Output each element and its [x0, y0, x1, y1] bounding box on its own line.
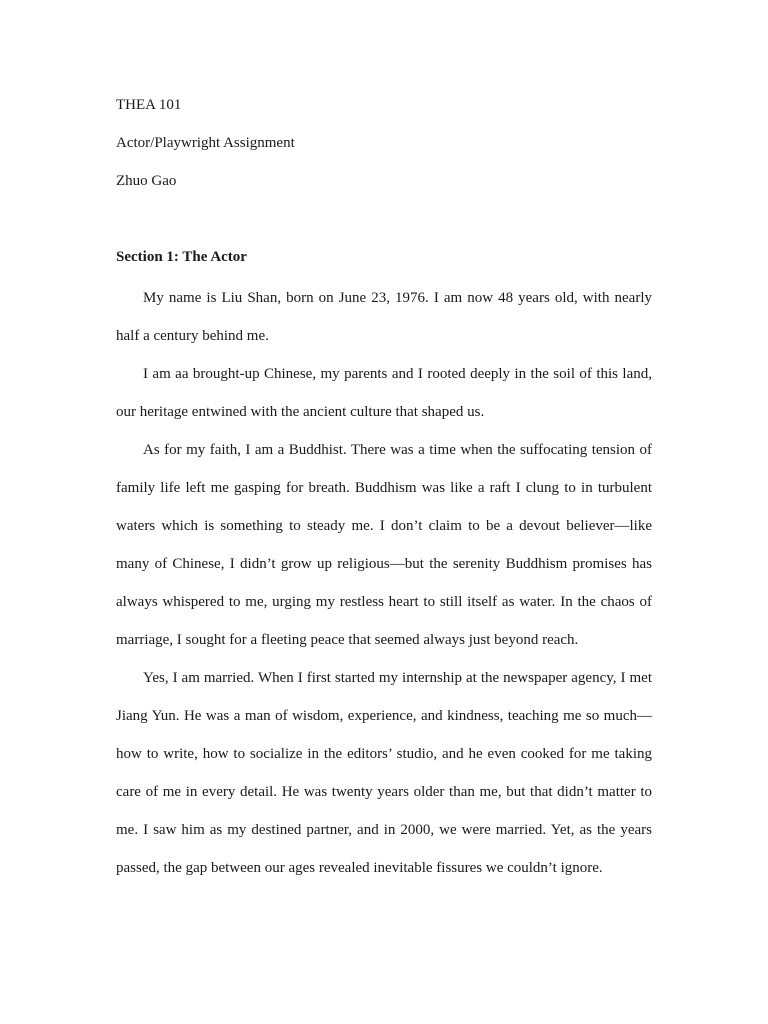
paragraph-1: My name is Liu Shan, born on June 23, 1976. I am now 48 years old, with nearly half a century behind me. [116, 290, 652, 344]
paragraph-2: I am aa brought-up Chinese, my parents and I rooted deeply in the soil of this land, our heritage entwined with the ancient culture that shaped us. [116, 366, 652, 420]
body-text [116, 279, 652, 887]
section-heading: Section 1: The Actor [116, 249, 247, 265]
course-code: THEA 101 [116, 97, 182, 113]
paragraph-4: Yes, I am married. When I first started my internship at the newspaper agency, I met Jiang Yun. He was a man of wisdom, experience, and kindness, teaching me so much—how to write, how to socialize in the editors’ studio, and he even cooked for me taking care of me in every detail. He was twenty years older than me, but that didn’t matter to me. I saw him as my destined partner, and in 2000, we were married. Yet, as the years passed, the gap between our ages revealed inevitable fissures we couldn’t ignore. [116, 670, 652, 876]
assignment-title: Actor/Playwright Assignment [116, 135, 295, 151]
paragraph-3: As for my faith, I am a Buddhist. There was a time when the suffocating tension of family life left me gasping for breath. Buddhism was like a raft I clung to in turbulent waters which is something to steady me. I don’t claim to be a devout believer—like many of Chinese, I didn’t grow up religious—but the serenity Buddhism promises has always whispered to me, urging my restless heart to still itself as water. In the chaos of marriage, I sought for a fleeting peace that seemed always just beyond reach. [116, 442, 652, 648]
author-name: Zhuo Gao [116, 173, 177, 189]
